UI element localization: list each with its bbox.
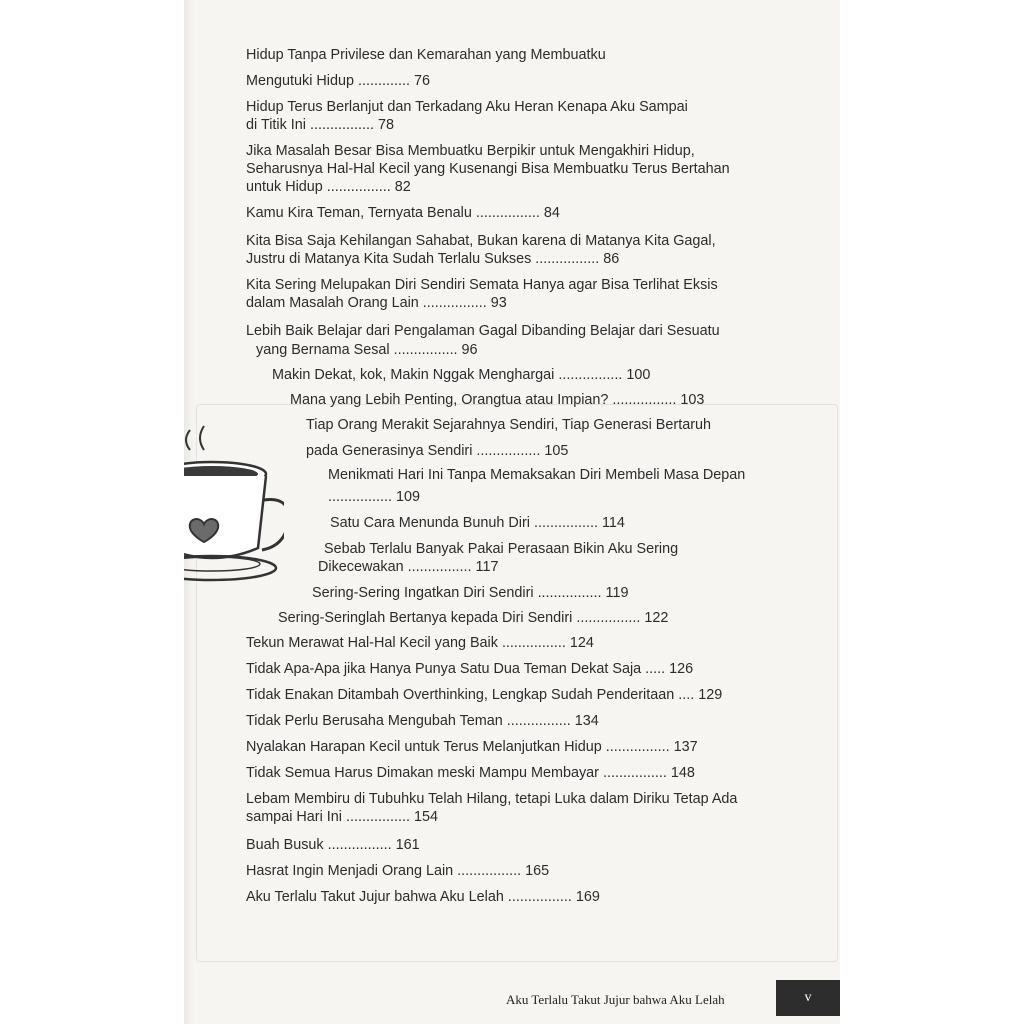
toc-entry-line: Justru di Matanya Kita Sudah Terlalu Sukses ................ 86 xyxy=(246,251,620,267)
toc-entry-line: Menikmati Hari Ini Tanpa Memaksakan Diri Membeli Masa Depan xyxy=(328,467,746,483)
toc-entry-line: Tidak Enakan Ditambah Overthinking, Lengkap Sudah Penderitaan .... 129 xyxy=(246,687,723,703)
toc-entry-line: Kita Sering Melupakan Diri Sendiri Semata Hanya agar Bisa Terlihat Eksis xyxy=(246,277,718,293)
toc-entry-line: untuk Hidup ................ 82 xyxy=(246,179,411,195)
page-number: v xyxy=(776,980,840,1016)
toc-entry-line: Aku Terlalu Takut Jujur bahwa Aku Lelah ................ 169 xyxy=(246,889,600,905)
toc-entry-line: Sering-Seringlah Bertanya kepada Diri Sendiri ................ 122 xyxy=(278,610,669,626)
toc-entry-line: Hidup Tanpa Privilese dan Kemarahan yang Membuatku xyxy=(246,47,606,63)
toc-entry-line: Dikecewakan ................ 117 xyxy=(318,559,499,575)
toc-entry-line: Sering-Sering Ingatkan Diri Sendiri ................ 119 xyxy=(312,585,629,601)
toc-entry-line: Lebih Baik Belajar dari Pengalaman Gagal Dibanding Belajar dari Sesuatu xyxy=(246,323,720,339)
toc-entry-line: Tiap Orang Merakit Sejarahnya Sendiri, Tiap Generasi Bertaruh xyxy=(306,417,712,433)
toc-entry-line: Jika Masalah Besar Bisa Membuatku Berpikir untuk Mengakhiri Hidup, xyxy=(246,143,695,159)
toc-entry-line: Seharusnya Hal-Hal Kecil yang Kusenangi Bisa Membuatku Terus Bertahan xyxy=(246,161,730,177)
toc-entry-line: Kita Bisa Saja Kehilangan Sahabat, Bukan karena di Matanya Kita Gagal, xyxy=(246,233,716,249)
toc-entry-line: Sebab Terlalu Banyak Pakai Perasaan Bikin Aku Sering xyxy=(324,541,679,557)
toc-entry-line: Mengutuki Hidup ............. 76 xyxy=(246,73,430,89)
toc-entry-line: ................ 109 xyxy=(328,489,420,505)
toc-entry-line: Hasrat Ingin Menjadi Orang Lain ................ 165 xyxy=(246,863,550,879)
toc-entry-line: Lebam Membiru di Tubuhku Telah Hilang, tetapi Luka dalam Diriku Tetap Ada xyxy=(246,791,738,807)
toc-entry-line: pada Generasinya Sendiri ................ 105 xyxy=(306,443,569,459)
toc-entry-line: sampai Hari Ini ................ 154 xyxy=(246,809,438,825)
toc-entry-line: Kamu Kira Teman, Ternyata Benalu ................ 84 xyxy=(246,205,560,221)
toc-entry-line: Hidup Terus Berlanjut dan Terkadang Aku Heran Kenapa Aku Sampai xyxy=(246,99,688,115)
toc-entry-line: Makin Dekat, kok, Makin Nggak Menghargai ................ 100 xyxy=(272,367,651,383)
toc-entry-line: Tidak Semua Harus Dimakan meski Mampu Membayar ................ 148 xyxy=(246,765,695,781)
toc-entry-line: Tekun Merawat Hal-Hal Kecil yang Baik ................ 124 xyxy=(246,635,594,651)
toc-entry-line: Tidak Apa-Apa jika Hanya Punya Satu Dua Teman Dekat Saja ..... 126 xyxy=(246,661,694,677)
toc-entry-line: yang Bernama Sesal ................ 96 xyxy=(256,342,478,358)
toc-entry-line: Tidak Perlu Berusaha Mengubah Teman ................ 134 xyxy=(246,713,599,729)
toc-entry-line: Mana yang Lebih Penting, Orangtua atau Impian? ................ 103 xyxy=(290,392,705,408)
toc-entry-line: dalam Masalah Orang Lain ................ 93 xyxy=(246,295,507,311)
toc-entry-line: Nyalakan Harapan Kecil untuk Terus Melanjutkan Hidup ................ 137 xyxy=(246,739,698,755)
toc-entry-line: di Titik Ini ................ 78 xyxy=(246,117,394,133)
toc-entry-line: Satu Cara Menunda Bunuh Diri ................ 114 xyxy=(330,515,625,531)
running-title: Aku Terlalu Takut Jujur bahwa Aku Lelah xyxy=(506,992,725,1007)
toc-entry-line: Buah Busuk ................ 161 xyxy=(246,837,420,853)
